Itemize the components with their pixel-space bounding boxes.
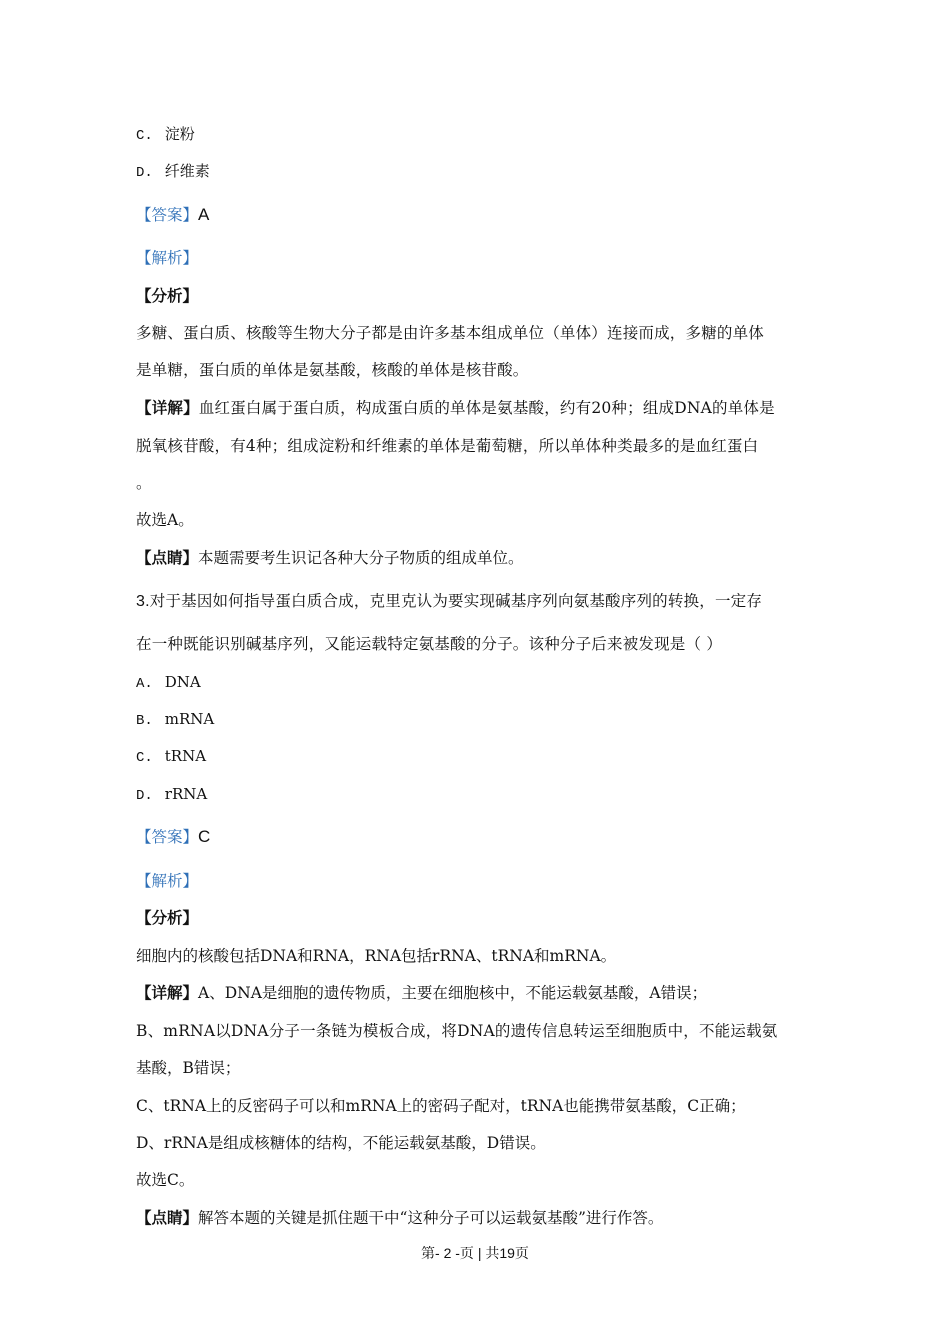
q3-option-d	[136, 784, 207, 806]
q2-conclusion: 故选A。	[136, 511, 194, 529]
q3-option-c	[136, 746, 206, 768]
q2-fenxi-tag: 【分析】	[136, 286, 199, 305]
dianjing-text: 本题需要考生识记各种大分子物质的组成单位。	[198, 549, 524, 567]
q3-option-a	[136, 672, 201, 694]
q2-fenxi-line2: 是单糖，蛋白质的单体是氨基酸，核酸的单体是核苷酸。	[136, 361, 529, 379]
q2-dianjing	[136, 548, 524, 568]
dianjing-tag: 【点睛】	[136, 548, 199, 567]
option-letter: D.	[136, 165, 153, 181]
q3-fenxi-line1: 细胞内的核酸包括DNA和RNA，RNA包括rRNA、tRNA和mRNA。	[136, 947, 617, 965]
answer-tag: 【答案】	[136, 206, 199, 224]
q2-analysis-tag: 【解析】	[136, 249, 199, 267]
option-text: mRNA	[164, 710, 215, 728]
q3-answer	[136, 827, 210, 847]
q3-detail-line4: C、tRNA上的反密码子可以和mRNA上的密码子配对，tRNA也能携带氨基酸，C正确；	[136, 1097, 746, 1115]
q3-detail-line1	[136, 983, 707, 1003]
option-letter: C.	[136, 128, 153, 144]
q3-stem-line2: 在一种既能识别碱基序列，又能运载特定氨基酸的分子。该种分子后来被发现是（ ）	[136, 635, 723, 653]
q3-analysis-tag: 【解析】	[136, 872, 199, 890]
option-letter: D.	[136, 788, 153, 804]
q3-stem-line1	[136, 591, 762, 612]
stem-text: 对于基因如何指导蛋白质合成，克里克认为要实现碱基序列向氨基酸序列的转换，一定存	[149, 592, 763, 610]
page-footer: 第- 2 -页 | 共19页	[421, 1245, 529, 1261]
detail-tag: 【详解】	[136, 398, 199, 417]
option-text: 纤维素	[164, 162, 210, 180]
option-letter: B.	[136, 713, 153, 729]
detail-text: 血红蛋白属于蛋白质，构成蛋白质的单体是氨基酸，约有20种；组成DNA的单体是	[198, 399, 775, 417]
q2-option-c	[136, 124, 195, 146]
answer-value: C	[198, 827, 211, 846]
dianjing-text: 解答本题的关键是抓住题干中“这种分子可以运载氨基酸”进行作答。	[198, 1209, 664, 1227]
option-text: DNA	[164, 673, 201, 691]
q3-fenxi-tag: 【分析】	[136, 908, 199, 927]
option-letter: A.	[136, 676, 153, 692]
q2-answer	[136, 205, 209, 225]
q3-conclusion: 故选C。	[136, 1171, 195, 1189]
option-text: 淀粉	[164, 125, 195, 143]
detail-tag: 【详解】	[136, 983, 199, 1002]
q3-detail-line3: 基酸，B错误；	[136, 1059, 241, 1077]
option-text: rRNA	[164, 785, 208, 803]
dianjing-tag: 【点睛】	[136, 1208, 199, 1227]
question-number: 3.	[136, 593, 150, 610]
q3-option-b	[136, 709, 214, 731]
q2-detail-line3: 。	[136, 474, 152, 492]
q3-dianjing	[136, 1208, 663, 1228]
option-letter: C.	[136, 750, 153, 766]
q3-detail-line2: B、mRNA以DNA分子一条链为模板合成，将DNA的遗传信息转运至细胞质中，不能运载氨	[136, 1022, 778, 1040]
q2-detail-line1	[136, 398, 775, 418]
q3-detail-line5: D、rRNA是组成核糖体的结构，不能运载氨基酸，D错误。	[136, 1134, 546, 1152]
q2-detail-line2: 脱氧核苷酸，有4种；组成淀粉和纤维素的单体是葡萄糖，所以单体种类最多的是血红蛋白	[136, 437, 759, 455]
option-text: tRNA	[164, 747, 207, 765]
answer-value: A	[198, 205, 210, 224]
q2-option-d	[136, 161, 210, 183]
answer-tag: 【答案】	[136, 828, 199, 846]
q2-fenxi-line1: 多糖、蛋白质、核酸等生物大分子都是由许多基本组成单位（单体）连接而成，多糖的单体	[136, 324, 765, 342]
detail-text: A、DNA是细胞的遗传物质，主要在细胞核中，不能运载氨基酸，A错误；	[198, 984, 708, 1002]
